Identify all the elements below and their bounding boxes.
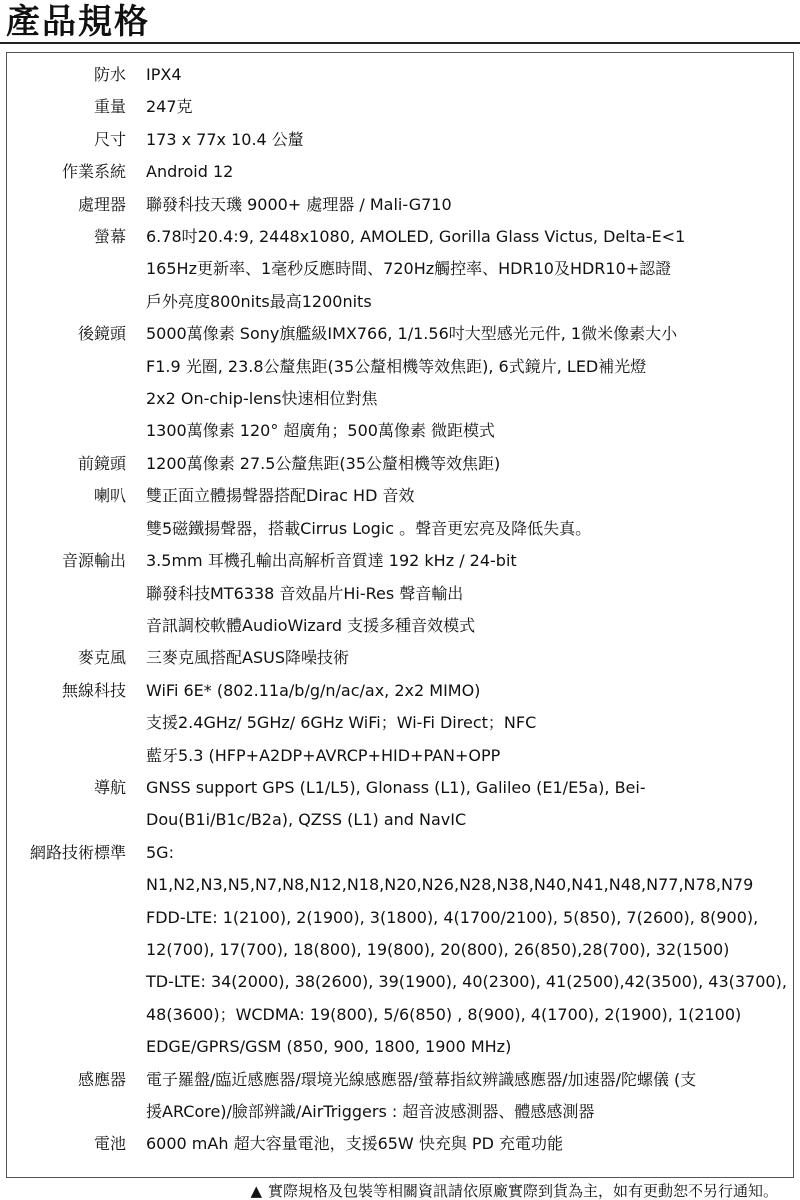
spec-row	[0, 675, 800, 772]
spec-value-line: 48(3600)；WCDMA: 19(800), 5/6(850) , 8(900), 4(1700), 2(1900), 1(2100)	[146, 1004, 742, 1024]
spec-value-line: Dou(B1i/B1c/B2a), QZSS (L1) and NavIC	[146, 810, 467, 830]
warning-triangle-icon: ▲	[250, 1182, 262, 1200]
spec-value-line: 電子羅盤/臨近感應器/環境光線感應器/螢幕指紋辨識感應器/加速器/陀螺儀 (支	[146, 1069, 697, 1089]
spec-value-line: 3.5mm 耳機孔輸出高解析音質達 192 kHz / 24-bit	[146, 551, 517, 571]
spec-row	[0, 91, 800, 123]
spec-value	[146, 642, 796, 674]
spec-value-line: 6.78吋20.4:9, 2448x1080, AMOLED, Gorilla Glass Victus, Delta-E<1	[146, 227, 686, 247]
spec-label: 網路技術標準	[29, 842, 126, 862]
spec-value-line: 1300萬像素 120° 超廣角；500萬像素 微距模式	[146, 421, 496, 441]
spec-value-line: 音訊調校軟體AudioWizard 支援多種音效模式	[146, 615, 476, 635]
spec-value-line: 2x2 On-chip-lens快速相位對焦	[146, 389, 378, 409]
spec-row	[0, 124, 800, 156]
spec-label: 喇叭	[93, 486, 126, 506]
spec-value	[146, 189, 796, 221]
spec-row	[0, 480, 800, 545]
spec-value-line: 三麥克風搭配ASUS降噪技術	[146, 648, 349, 668]
spec-label: 作業系統	[61, 162, 126, 182]
spec-row	[0, 1064, 800, 1129]
title-divider	[0, 42, 800, 44]
spec-row	[0, 772, 800, 837]
spec-value-line: 支援2.4GHz/ 5GHz/ 6GHz WiFi；Wi-Fi Direct；NFC	[146, 713, 537, 733]
spec-value-line: IPX4	[146, 65, 182, 84]
spec-label: 重量	[93, 97, 126, 117]
spec-value-line: 165Hz更新率、1毫秒反應時間、720Hz觸控率、HDR10及HDR10+認證	[146, 259, 672, 279]
spec-value-line: 247克	[146, 97, 193, 117]
spec-value-line: 5000萬像素 Sony旗艦級IMX766, 1/1.56吋大型感光元件, 1微米像素大小	[146, 324, 678, 344]
spec-value	[146, 675, 796, 772]
spec-row	[0, 189, 800, 221]
spec-row	[0, 642, 800, 674]
spec-label: 處理器	[77, 194, 126, 214]
spec-value-line: 173 x 77x 10.4 公釐	[146, 129, 304, 149]
spec-value-line: TD-LTE: 34(2000), 38(2600), 39(1900), 40(2300), 41(2500),42(3500), 43(3700),	[146, 972, 787, 992]
spec-value-line: GNSS support GPS (L1/L5), Glonass (L1), Galileo (E1/E5a), Bei-	[146, 777, 646, 797]
spec-value	[146, 124, 796, 156]
spec-label: 電池	[93, 1134, 126, 1154]
spec-value	[146, 837, 796, 1064]
spec-value-line: 聯發科技MT6338 音效晶片Hi-Res 聲音輸出	[146, 583, 464, 603]
spec-value-line: EDGE/GPRS/GSM (850, 900, 1800, 1900 MHz)	[146, 1037, 512, 1057]
disclaimer	[0, 1182, 800, 1200]
spec-row	[0, 318, 800, 448]
spec-value	[146, 448, 796, 480]
spec-value-line: 聯發科技天璣 9000+ 處理器 / Mali-G710	[146, 194, 452, 214]
spec-value-line: 6000 mAh 超大容量電池，支援65W 快充與 PD 充電功能	[146, 1134, 563, 1154]
spec-value	[146, 1064, 796, 1129]
spec-value-line: 雙5磁鐵揚聲器，搭載Cirrus Logic 。聲音更宏亮及降低失真。	[146, 518, 592, 538]
spec-label: 後鏡頭	[77, 324, 126, 344]
spec-value	[146, 318, 796, 448]
spec-row	[0, 1128, 800, 1160]
spec-value	[146, 221, 796, 318]
spec-value	[146, 480, 796, 545]
spec-row	[0, 156, 800, 188]
disclaimer-text: 實際規格及包裝等相關資訊請依原廠實際到貨為主，如有更動恕不另行通知。	[267, 1182, 778, 1200]
spec-value-line: 援ARCore)/臉部辨識/AirTriggers : 超音波感測器、體感感測器	[146, 1102, 595, 1121]
spec-value	[146, 91, 796, 123]
spec-value	[146, 772, 796, 837]
spec-value-line: WiFi 6E* (802.11a/b/g/n/ac/ax, 2x2 MIMO)	[146, 680, 481, 700]
spec-value-line: 戶外亮度800nits最高1200nits	[146, 291, 372, 311]
spec-label: 麥克風	[77, 648, 126, 668]
spec-row	[0, 448, 800, 480]
spec-label: 尺寸	[93, 129, 126, 149]
spec-value	[146, 156, 796, 188]
spec-label: 感應器	[77, 1069, 126, 1089]
spec-value	[146, 545, 796, 642]
spec-value-line: 雙正面立體揚聲器搭配Dirac HD 音效	[146, 486, 415, 506]
page-title: 產品規格	[6, 2, 150, 42]
spec-value-line: 藍牙5.3 (HFP+A2DP+AVRCP+HID+PAN+OPP	[146, 745, 501, 765]
spec-row	[0, 837, 800, 1064]
spec-value-line: 1200萬像素 27.5公釐焦距(35公釐相機等效焦距)	[146, 453, 501, 473]
spec-label: 無線科技	[61, 680, 126, 700]
spec-value-line: 5G:	[146, 842, 174, 862]
spec-value-line: N1,N2,N3,N5,N7,N8,N12,N18,N20,N26,N28,N38,N40,N41,N48,N77,N78,N79	[146, 875, 754, 895]
spec-label: 防水	[93, 65, 126, 84]
spec-value-line: FDD-LTE: 1(2100), 2(1900), 3(1800), 4(1700/2100), 5(850), 7(2600), 8(900),	[146, 907, 759, 927]
spec-value	[146, 1128, 796, 1160]
spec-value-line: 12(700), 17(700), 18(800), 19(800), 20(800), 26(850),28(700), 32(1500)	[146, 939, 730, 959]
spec-label: 螢幕	[93, 227, 126, 247]
spec-row	[0, 221, 800, 318]
spec-table	[0, 59, 800, 1161]
spec-label: 音源輸出	[61, 551, 126, 571]
spec-row	[0, 59, 800, 91]
spec-label: 前鏡頭	[77, 453, 126, 473]
spec-row	[0, 545, 800, 642]
spec-value-line: F1.9 光圈, 23.8公釐焦距(35公釐相機等效焦距), 6式鏡片, LED補光燈	[146, 356, 647, 376]
spec-label: 導航	[93, 777, 126, 797]
spec-value-line: Android 12	[146, 162, 234, 182]
spec-value	[146, 59, 796, 91]
